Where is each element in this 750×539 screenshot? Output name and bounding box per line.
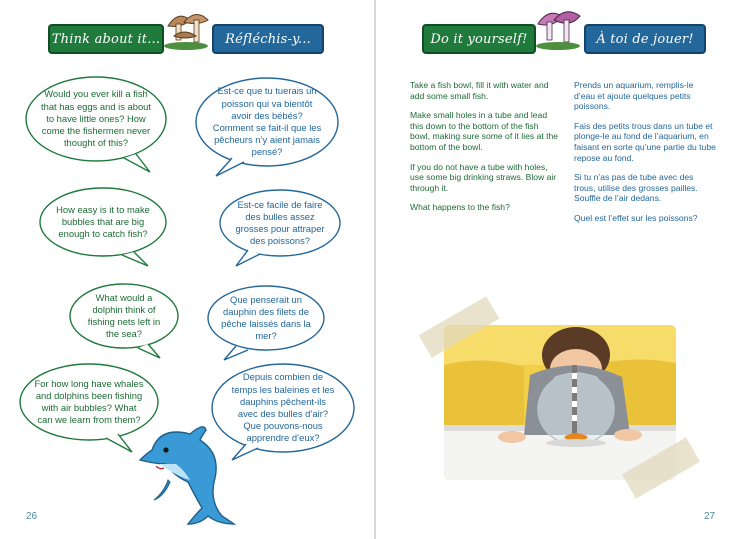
- speech-bubble: [218, 188, 342, 262]
- bubble-text: Depuis combien de temps les baleines et les dauphins pêchent-ils avec des bulles d’air? Que pouvons-nous apprendre d’eux?: [231, 371, 335, 444]
- paragraph: Fais des petits trous dans un tube et plonge-le au fond de l’aquarium, en faisant en sorte qu’une partie du tube repose au fond.: [574, 120, 716, 163]
- banner-do-it-yourself: [422, 24, 536, 54]
- banner-reflechis-y: [212, 24, 324, 54]
- page-number: 26: [26, 511, 38, 522]
- banner-a-toi-de-jouer: [584, 24, 706, 54]
- banner-title-en: Do it yourself!: [430, 31, 528, 47]
- bubble-text: For how long have whales and dolphins been fishing with air bubbles? What can we learn from them?: [34, 377, 144, 426]
- paragraph: If you do not have a tube with holes, use some big drinking straws. Blow air through it.: [410, 161, 557, 193]
- page-number: 27: [704, 511, 716, 522]
- bubble-text: Est-ce facile de faire des bulles assez grosses pour attraper des poissons?: [235, 198, 325, 247]
- banner-title-fr: À toi de jouer!: [596, 31, 694, 47]
- speech-bubble: [68, 282, 180, 354]
- mushroom-icon: [532, 6, 584, 52]
- paragraph: Make small holes in a tube and lead this down to the bottom of the fish bowl, making sure some of it lies at the bottom of the bowl.: [410, 110, 559, 152]
- banner-think-about-it: [48, 24, 164, 54]
- mushroom-icon: [160, 6, 212, 52]
- bubble-text: What would a dolphin think of fishing nets left in the sea?: [87, 291, 161, 340]
- bubble-text: Que penserait un dauphin des filets de pêche laissés dans la mer?: [221, 293, 311, 342]
- book-spine: [374, 0, 376, 539]
- bubble-text: Est-ce que tu tuerais un poisson qui va bientôt avoir des bébés? Comment se fait-il que les pêcheurs n’y aient jamais pensé?: [212, 85, 322, 158]
- banner-title-fr: Réfléchis-y...: [225, 31, 311, 47]
- paragraph: Take a fish bowl, fill it with water and add some small fish.: [410, 80, 549, 101]
- speech-bubble: [38, 186, 168, 262]
- child-fishbowl-photo: [444, 325, 676, 480]
- instructions-fr: [574, 80, 716, 233]
- speech-bubble: [194, 76, 340, 172]
- paragraph: What happens to the fish?: [410, 202, 510, 213]
- bubble-text: How easy is it to make bubbles that are big enough to catch fish?: [56, 203, 150, 240]
- instructions-en: [410, 80, 560, 222]
- bubble-text: Would you ever kill a fish that has eggs and is about to have little ones? How come the fishermen never thought of this?: [41, 88, 151, 149]
- paragraph: Prends un aquarium, remplis-le d’eau et ajoute quelques petits poissons.: [574, 80, 694, 112]
- banner-title-en: Think about it...: [51, 31, 161, 47]
- dolphin-illustration: [130, 420, 250, 528]
- paragraph: Si tu n’as pas de tube avec des trous, utilise des grosses pailles. Souffle de l’air dedans.: [574, 172, 698, 204]
- speech-bubble: [206, 284, 326, 356]
- paragraph: Quel est l’effet sur les poissons?: [574, 212, 698, 223]
- speech-bubble: [24, 74, 168, 168]
